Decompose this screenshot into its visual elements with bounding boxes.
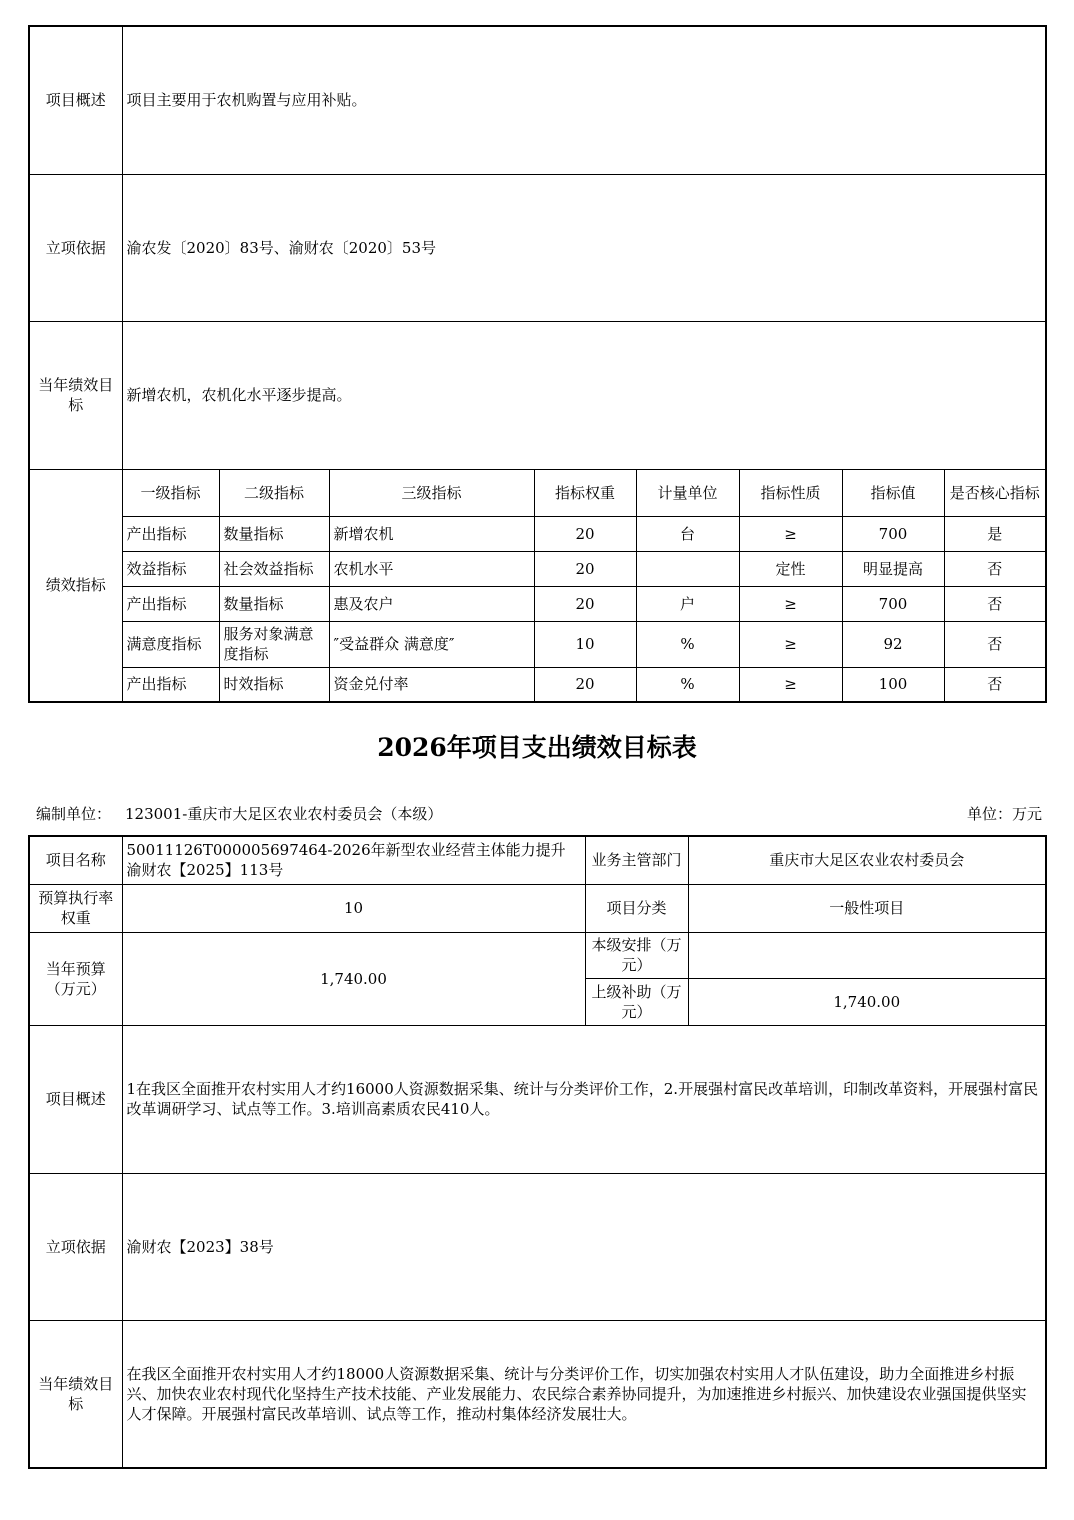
indicator-nature: ≥: [739, 516, 842, 551]
indicator-value: 700: [842, 516, 944, 551]
overview-label: 项目概述: [29, 1025, 122, 1173]
project-name-label: 项目名称: [29, 836, 122, 884]
indicator-header: 二级指标: [219, 469, 329, 516]
indicator-level1: 产出指标: [122, 586, 219, 621]
indicator-weight: 20: [534, 667, 636, 702]
project-name: 50011126T000005697464-2026年新型农业经营主体能力提升渝财农【2025】113号: [122, 836, 585, 884]
indicator-core: 否: [944, 667, 1046, 702]
budget-label: 当年预算（万元）: [29, 932, 122, 1025]
indicator-header: 计量单位: [636, 469, 739, 516]
indicator-row: [29, 621, 1046, 667]
indicator-unit: %: [636, 667, 739, 702]
indicator-header: 指标值: [842, 469, 944, 516]
indicator-level3: 新增农机: [329, 516, 534, 551]
indicator-header: 指标权重: [534, 469, 636, 516]
indicator-value: 明显提高: [842, 551, 944, 586]
indicator-header: 是否核心指标: [944, 469, 1046, 516]
overview-text: 1在我区全面推开农村实用人才约16000人资源数据采集、统计与分类评价工作，2.开展强村富民改革培训，印制改革资料，开展强村富民改革调研学习、试点等工作。3.培训高素质农民410人。: [122, 1025, 1046, 1173]
basis-label: 立项依据: [29, 1173, 122, 1320]
dept-label: 业务主管部门: [585, 836, 688, 884]
overview-label: 项目概述: [29, 26, 122, 174]
local-label: 本级安排（万元）: [585, 932, 688, 978]
category-label: 项目分类: [585, 884, 688, 932]
indicator-core: 否: [944, 621, 1046, 667]
indicator-unit: 台: [636, 516, 739, 551]
basis-text: 渝农发〔2020〕83号、渝财农〔2020〕53号: [122, 174, 1046, 321]
dept-value: 重庆市大足区农业农村委员会: [688, 836, 1046, 884]
overview-text: 项目主要用于农机购置与应用补贴。: [122, 26, 1046, 174]
indicator-level3: 资金兑付率: [329, 667, 534, 702]
goal-label: 当年绩效目标: [29, 1320, 122, 1468]
indicator-level3: 农机水平: [329, 551, 534, 586]
indicator-weight: 20: [534, 586, 636, 621]
indicator-core: 是: [944, 516, 1046, 551]
compiling-unit-value: 123001-重庆市大足区农业农村委员会（本级）: [125, 805, 443, 823]
goal-label: 当年绩效目标: [29, 321, 122, 469]
top-performance-table: [28, 25, 1047, 703]
local-value: [688, 932, 1046, 978]
indicator-core: 否: [944, 586, 1046, 621]
indicator-nature: 定性: [739, 551, 842, 586]
indicator-level1: 产出指标: [122, 667, 219, 702]
indicator-nature: ≥: [739, 586, 842, 621]
indicator-level1: 满意度指标: [122, 621, 219, 667]
indicator-weight: 10: [534, 621, 636, 667]
basis-label: 立项依据: [29, 174, 122, 321]
indicator-level1: 产出指标: [122, 516, 219, 551]
indicator-weight: 20: [534, 516, 636, 551]
indicator-level3: ″受益群众 满意度″: [329, 621, 534, 667]
rate-label: 预算执行率权重: [29, 884, 122, 932]
upper-label: 上级补助（万元）: [585, 978, 688, 1025]
budget-value: 1,740.00: [122, 932, 585, 1025]
indicator-level2: 数量指标: [219, 586, 329, 621]
currency-unit: 单位：万元: [966, 805, 1042, 823]
indicator-unit: %: [636, 621, 739, 667]
indicator-level2: 社会效益指标: [219, 551, 329, 586]
compiling-unit-label: 编制单位：: [36, 805, 112, 823]
indicator-nature: ≥: [739, 667, 842, 702]
indicator-row: [29, 551, 1046, 586]
indicator-value: 92: [842, 621, 944, 667]
indicator-level1: 效益指标: [122, 551, 219, 586]
indicator-weight: 20: [534, 551, 636, 586]
indicators-label: 绩效指标: [29, 469, 122, 702]
indicator-unit: 户: [636, 586, 739, 621]
indicator-nature: ≥: [739, 621, 842, 667]
indicator-row: [29, 516, 1046, 551]
goal-text: 在我区全面推开农村实用人才约18000人资源数据采集、统计与分类评价工作，切实加强农村实用人才队伍建设，助力全面推进乡村振兴、加快农业农村现代化坚持生产技术技能、产业发展能力、农民综合素养协同提升，为加速推进乡村振兴、加快建设农业强国提供坚实人才保障。开展强村富民改革培训、试点等工作，推动村集体经济发展壮大。: [122, 1320, 1046, 1468]
upper-value: 1,740.00: [688, 978, 1046, 1025]
indicator-value: 100: [842, 667, 944, 702]
indicator-header: 指标性质: [739, 469, 842, 516]
compiling-unit: [36, 804, 442, 824]
indicator-level2: 时效指标: [219, 667, 329, 702]
indicator-header: 一级指标: [122, 469, 219, 516]
page-title: 2026年项目支出绩效目标表: [377, 733, 697, 762]
project-performance-table: [28, 835, 1047, 1469]
indicator-row: [29, 586, 1046, 621]
indicator-level3: 惠及农户: [329, 586, 534, 621]
rate-value: 10: [122, 884, 585, 932]
basis-text: 渝财农【2023】38号: [122, 1173, 1046, 1320]
indicator-unit: [636, 551, 739, 586]
indicator-value: 700: [842, 586, 944, 621]
indicator-level2: 服务对象满意度指标: [219, 621, 329, 667]
indicator-core: 否: [944, 551, 1046, 586]
indicator-header: 三级指标: [329, 469, 534, 516]
category-value: 一般性项目: [688, 884, 1046, 932]
indicator-level2: 数量指标: [219, 516, 329, 551]
goal-text: 新增农机，农机化水平逐步提高。: [122, 321, 1046, 469]
indicator-row: [29, 667, 1046, 702]
